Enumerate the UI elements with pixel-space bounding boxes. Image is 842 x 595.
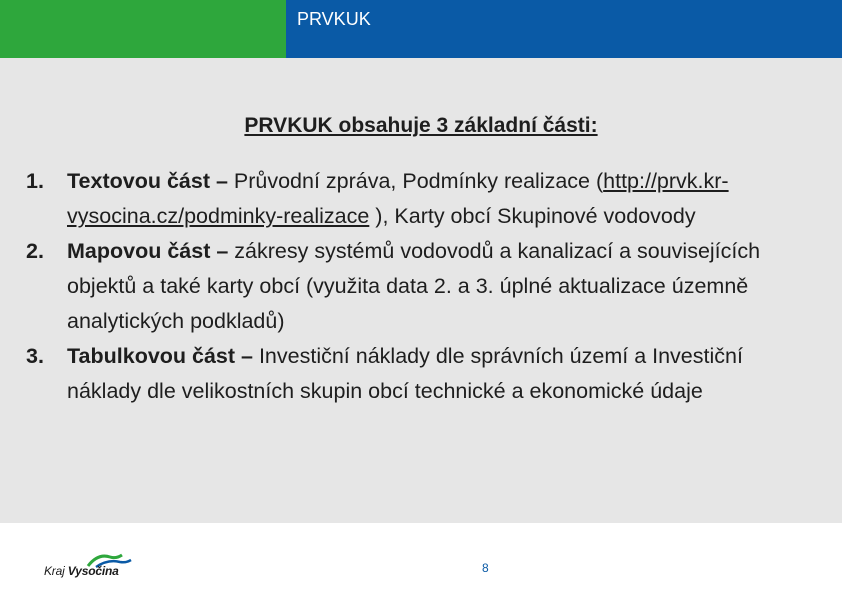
item-number: 3. — [26, 344, 44, 368]
slide-header — [0, 0, 842, 58]
logo-kraj: Kraj — [44, 564, 65, 578]
kraj-vysocina-logo — [44, 551, 144, 587]
list-item — [26, 339, 816, 409]
slide-footer — [0, 523, 842, 595]
podminky-realizace-link[interactable]: http://prvk.kr-vysocina.cz/podminky-realizace — [67, 169, 729, 228]
item-text: Investiční náklady dle správních území a Investiční náklady dle velikostních skupin obcí technické a ekonomické údaje — [67, 344, 743, 403]
item-text: Průvodní zpráva, Podmínky realizace ( — [227, 169, 604, 193]
page-number: 8 — [482, 561, 489, 575]
item-title: Tabulkovou část – — [67, 344, 253, 368]
slide-heading: PRVKUK obsahuje 3 základní části: — [244, 114, 598, 137]
item-number: 2. — [26, 239, 44, 263]
item-title: Textovou část – — [67, 169, 228, 193]
item-text-after-link: ), Karty obcí Skupinové vodovody — [369, 204, 696, 228]
item-title: Mapovou část – — [67, 239, 229, 263]
logo-text — [44, 564, 119, 578]
list-item — [26, 234, 816, 339]
slide-content — [0, 58, 842, 523]
item-text: zákresy systémů vodovodů a kanalizací a souvisejících objektů a také karty obcí (využita data 2. a 3. úplné aktualizace územně analytických podkladů) — [67, 239, 761, 333]
header-green-bar — [0, 0, 286, 58]
item-number: 1. — [26, 169, 44, 193]
parts-list — [26, 164, 816, 409]
header-title: PRVKUK — [297, 9, 371, 29]
list-item — [26, 164, 816, 234]
logo-name: Vysočina — [67, 564, 119, 578]
